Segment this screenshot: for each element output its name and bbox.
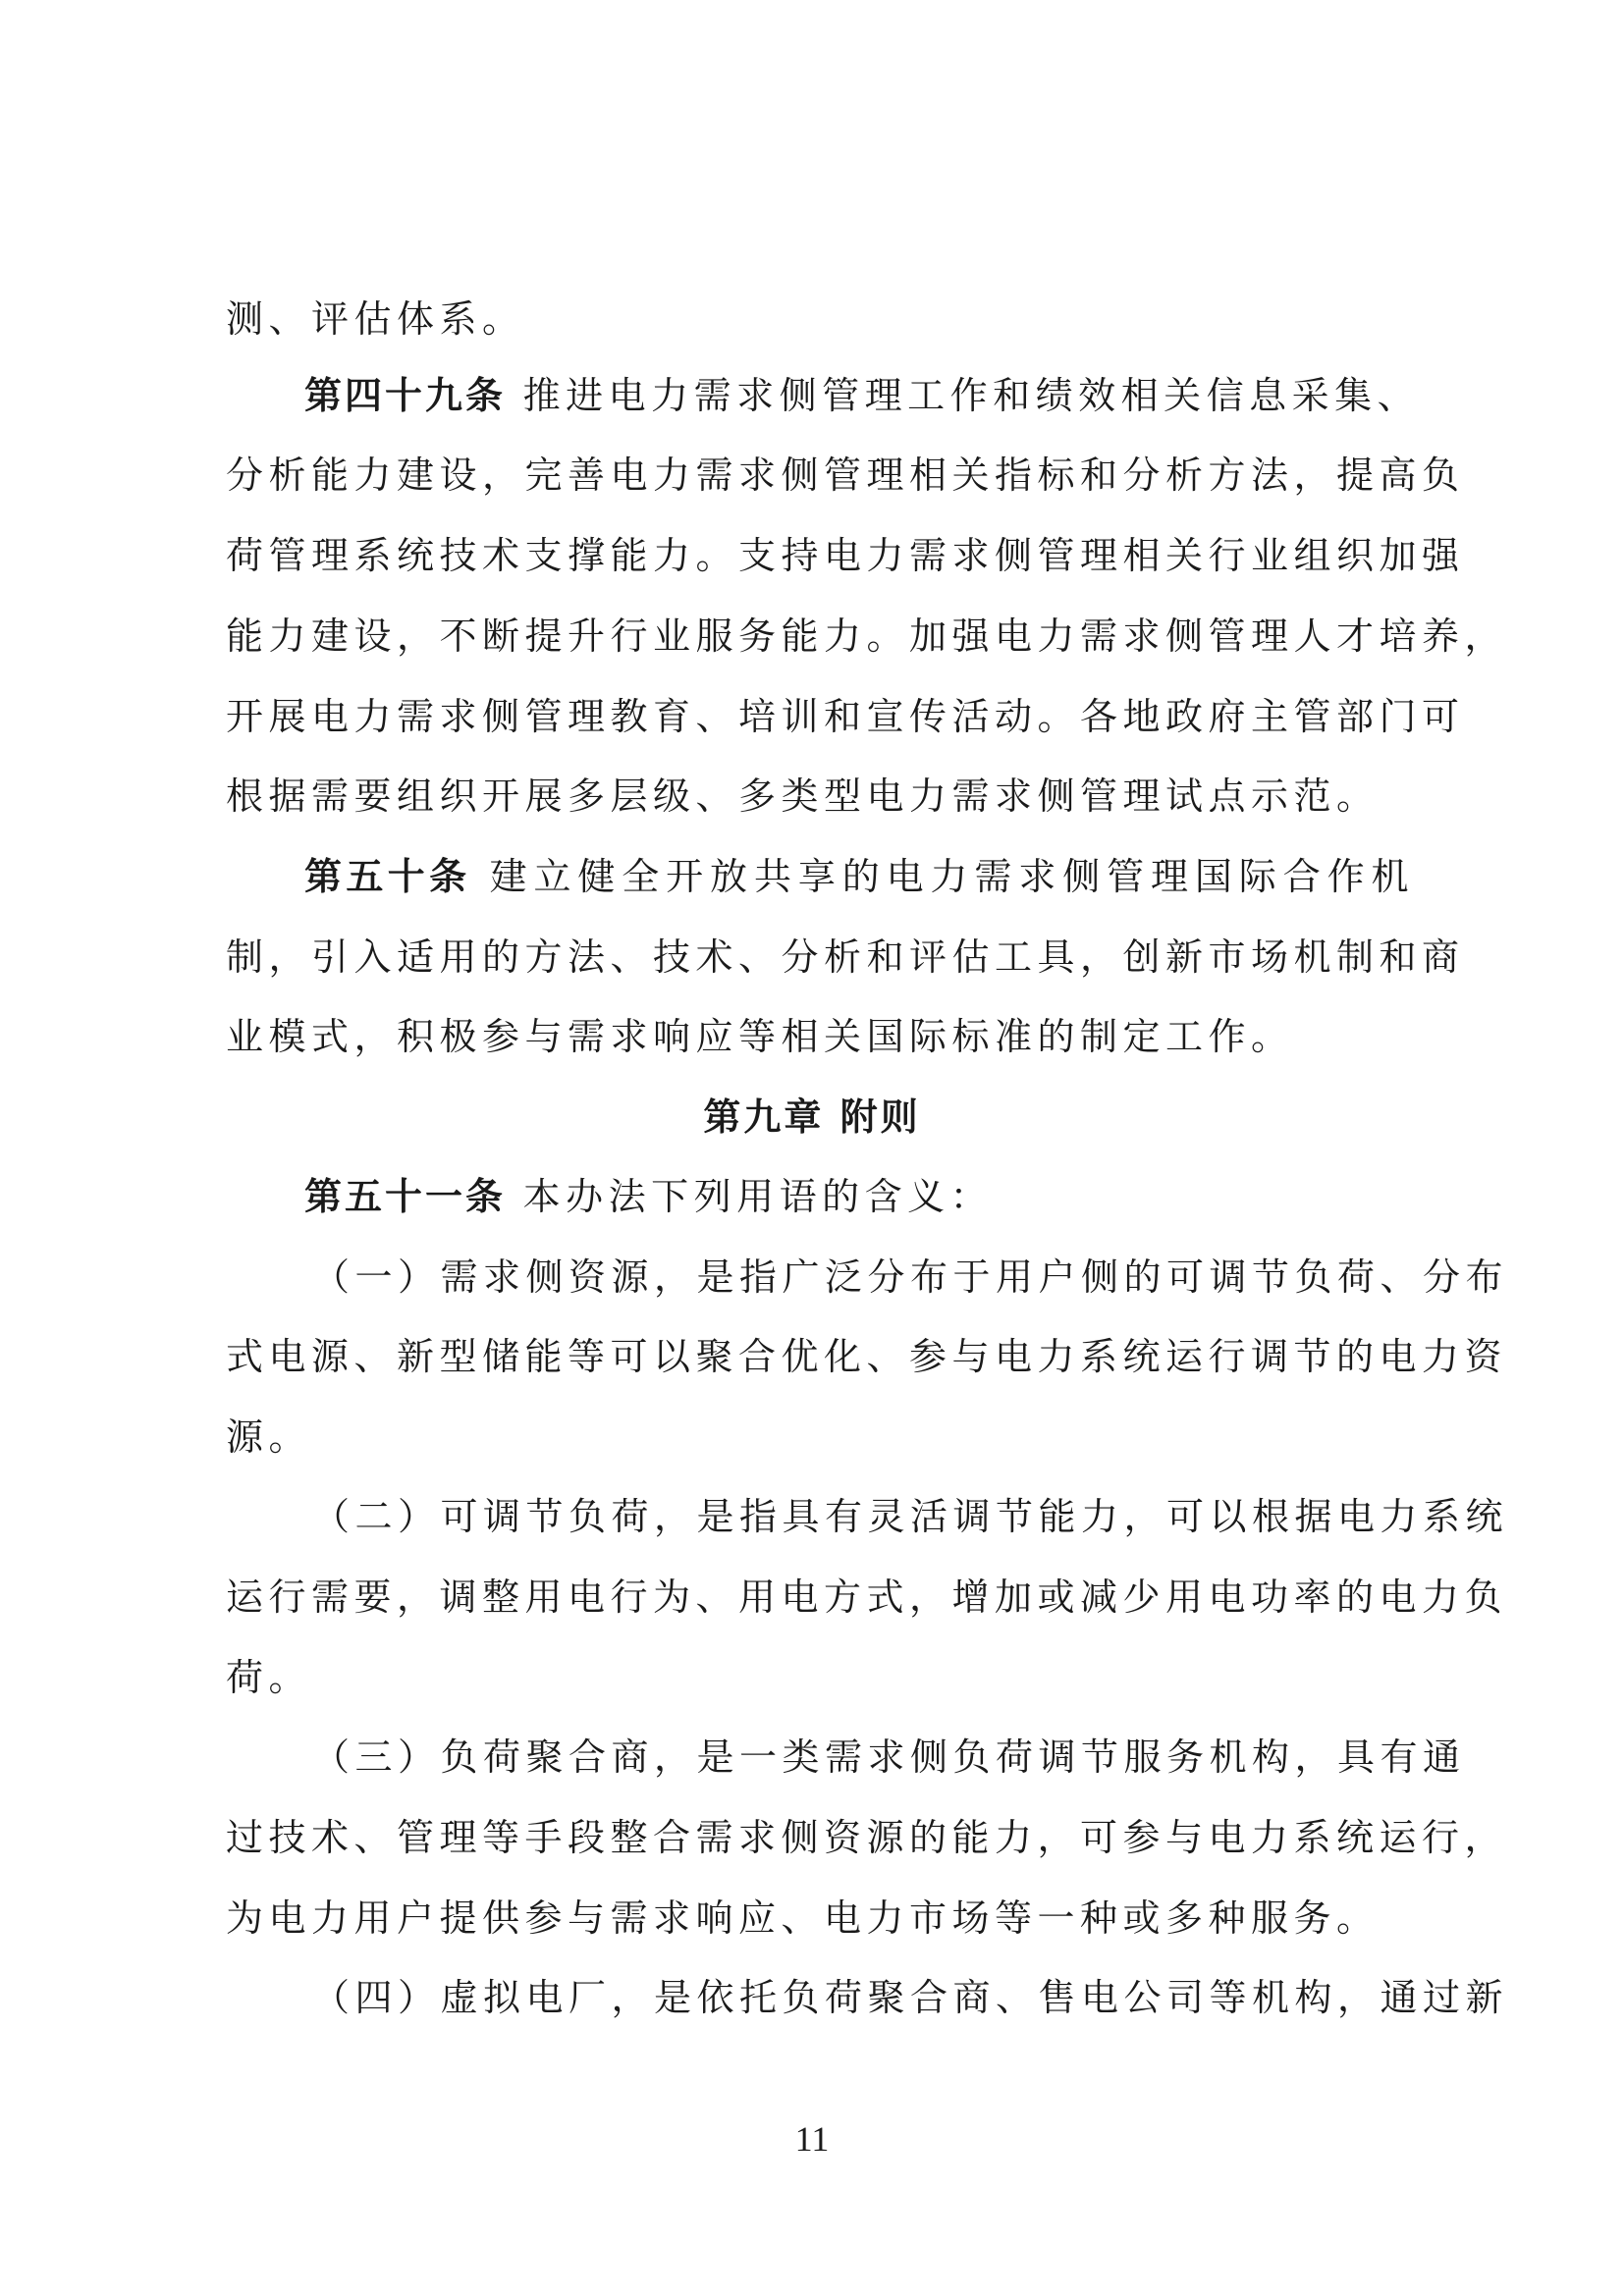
page-number: 11 bbox=[794, 2119, 830, 2159]
article-49-line-3: 荷管理系统技术支撑能力。支持电力需求侧管理相关行业组织加强 bbox=[226, 534, 1465, 577]
definition-2-line-1: （二）可调节负荷，是指具有灵活调节能力，可以根据电力系统 bbox=[312, 1495, 1509, 1538]
article-49-line-4: 能力建设，不断提升行业服务能力。加强电力需求侧管理人才培养， bbox=[226, 614, 1508, 658]
definition-1-line-3: 源。 bbox=[226, 1415, 312, 1459]
article-49-line-5: 开展电力需求侧管理教育、培训和宣传活动。各地政府主管部门可 bbox=[226, 695, 1465, 738]
definition-4-line-1: （四）虚拟电厂，是依托负荷聚合商、售电公司等机构，通过新 bbox=[312, 1976, 1509, 2019]
article-51-line-1: 第五十一条 本办法下列用语的含义： bbox=[304, 1175, 994, 1218]
article-heading: 第五十条 bbox=[304, 855, 471, 898]
text-line-1: 测、评估体系。 bbox=[226, 297, 525, 341]
article-heading: 第四十九条 bbox=[304, 374, 507, 417]
definition-3-line-1: （三）负荷聚合商，是一类需求侧负荷调节服务机构，具有通 bbox=[312, 1735, 1466, 1779]
article-heading: 第五十一条 bbox=[304, 1175, 507, 1218]
definition-2-line-2: 运行需要，调整用电行为、用电方式，增加或减少用电功率的电力负 bbox=[226, 1575, 1508, 1619]
article-50-line-2: 制，引入适用的方法、技术、分析和评估工具，创新市场机制和商 bbox=[226, 935, 1465, 979]
definition-3-line-2: 过技术、管理等手段整合需求侧资源的能力，可参与电力系统运行， bbox=[226, 1816, 1508, 1859]
definition-1-line-1: （一）需求侧资源，是指广泛分布于用户侧的可调节负荷、分布 bbox=[312, 1255, 1509, 1299]
definition-1-line-2: 式电源、新型储能等可以聚合优化、参与电力系统运行调节的电力资 bbox=[226, 1335, 1508, 1378]
article-49-line-1: 第四十九条 推进电力需求侧管理工作和绩效相关信息采集、 bbox=[304, 374, 1421, 417]
definition-2-line-3: 荷。 bbox=[226, 1656, 312, 1699]
definition-3-line-3: 为电力用户提供参与需求响应、电力市场等一种或多种服务。 bbox=[226, 1896, 1380, 1940]
article-49-line-6: 根据需要组织开展多层级、多类型电力需求侧管理试点示范。 bbox=[226, 774, 1380, 818]
article-49-line-2: 分析能力建设，完善电力需求侧管理相关指标和分析方法，提高负 bbox=[226, 454, 1465, 497]
chapter-title: 第九章 附则 bbox=[703, 1095, 921, 1139]
article-50-line-1: 第五十条 建立健全开放共享的电力需求侧管理国际合作机 bbox=[304, 855, 1414, 898]
article-50-line-3: 业模式，积极参与需求响应等相关国际标准的制定工作。 bbox=[226, 1015, 1294, 1058]
